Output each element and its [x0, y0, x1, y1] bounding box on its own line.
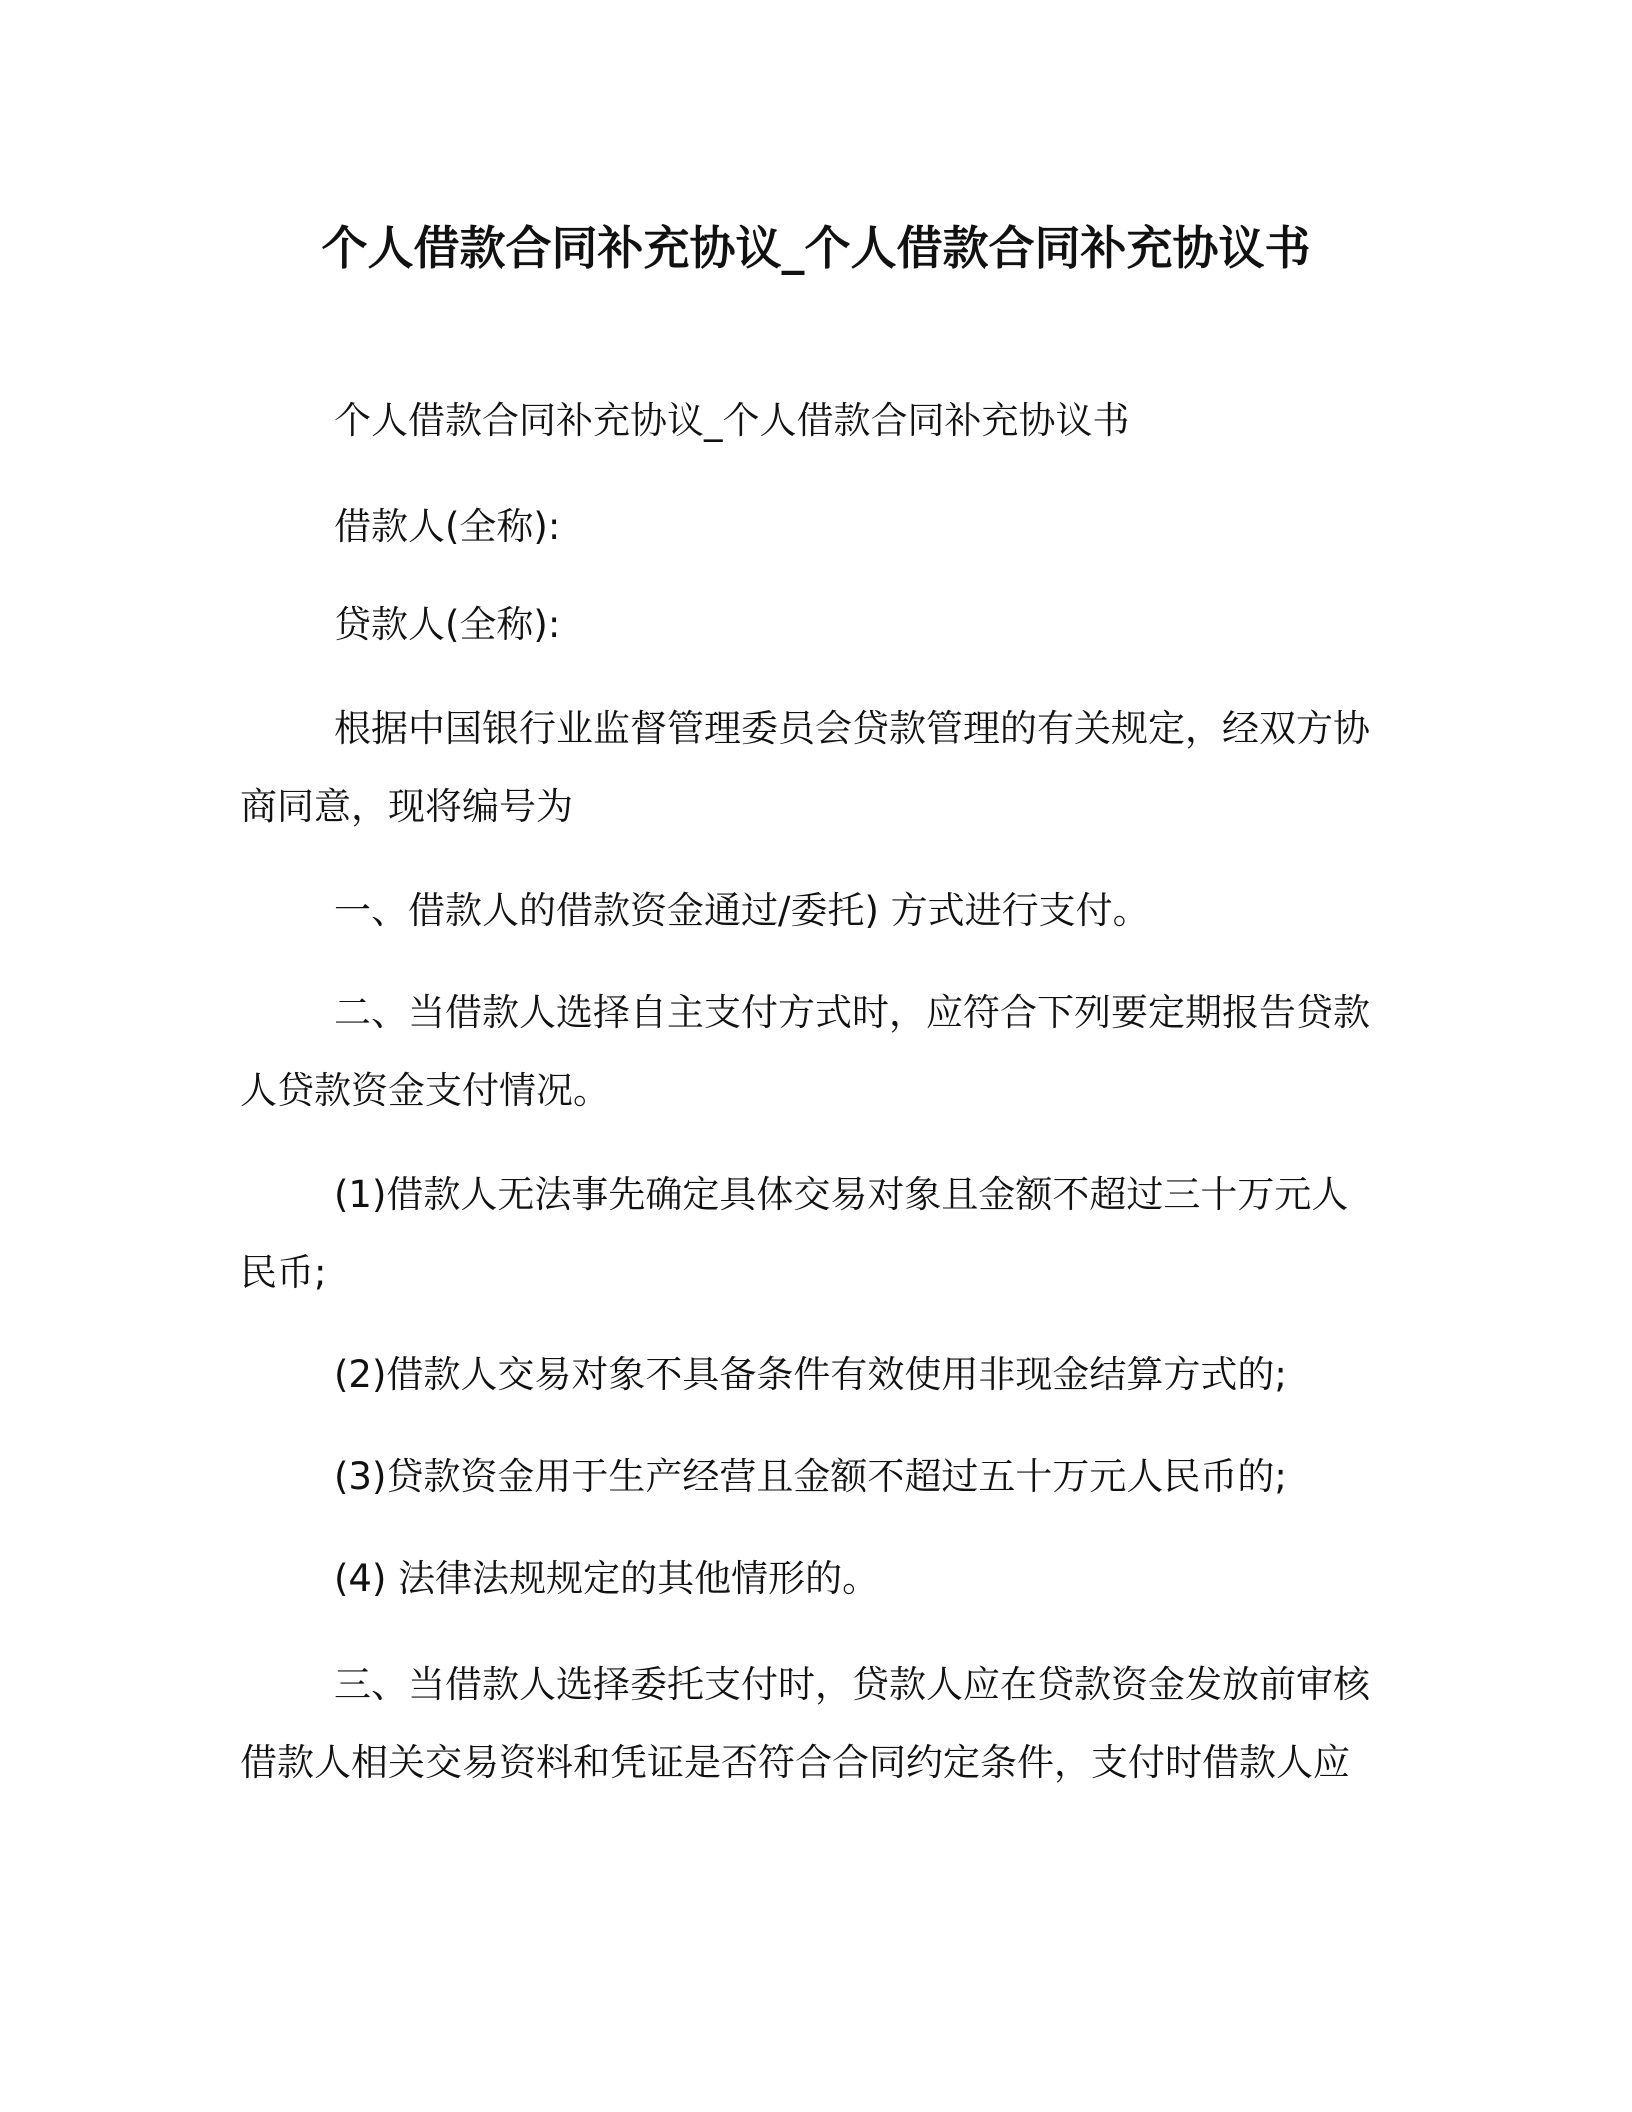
- document-title: 个人借款合同补充协议_个人借款合同补充协议书: [321, 221, 1311, 275]
- paragraph-item-2: (2)借款人交易对象不具备条件有效使用非现金结算方式的;: [334, 1353, 1287, 1396]
- paragraph-preamble: 根据中国银行业监督管理委员会贷款管理的有关规定，经双方协商同意，现将编号为: [240, 707, 1370, 828]
- paragraph-item-4: (4) 法律法规规定的其他情形的。: [334, 1557, 880, 1600]
- paragraph-clause-2: 二、当借款人选择自主支付方式时，应符合下列要定期报告贷款人贷款资金支付情况。: [240, 991, 1370, 1112]
- paragraph-clause-3: 三、当借款人选择委托支付时，贷款人应在贷款资金发放前审核借款人相关交易资料和凭证是否符合合同约定条件，支付时借款人应: [240, 1663, 1370, 1784]
- paragraph-clause-1: 一、借款人的借款资金通过/委托) 方式进行支付。: [334, 889, 1150, 932]
- paragraph-item-1: (1)借款人无法事先确定具体交易对象且金额不超过三十万元人民币;: [240, 1173, 1349, 1294]
- paragraph-borrower: 借款人(全称):: [334, 505, 561, 548]
- paragraph-lender: 贷款人(全称):: [334, 603, 561, 646]
- paragraph-subtitle: 个人借款合同补充协议_个人借款合同补充协议书: [334, 399, 1130, 442]
- paragraph-item-3: (3)贷款资金用于生产经营且金额不超过五十万元人民币的;: [334, 1455, 1287, 1498]
